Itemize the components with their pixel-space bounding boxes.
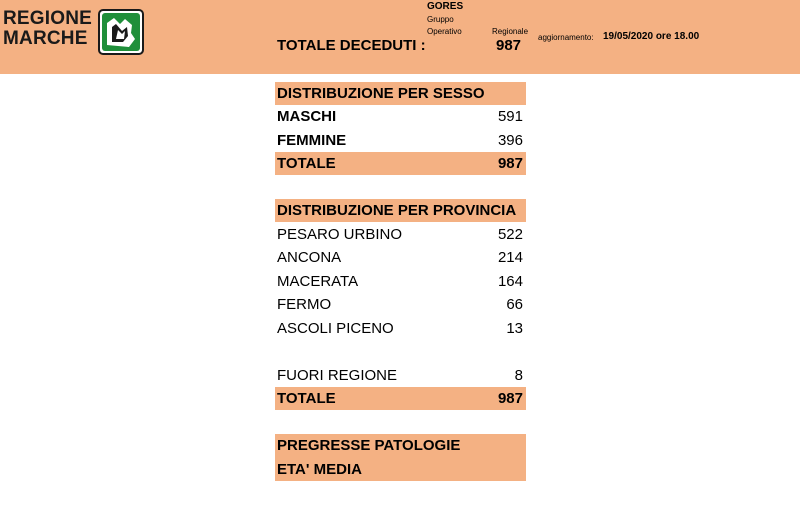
aggiornamento-value: 19/05/2020 ore 18.00 xyxy=(603,31,700,42)
eta-media-title: ETA' MEDIA xyxy=(277,461,362,478)
table-row xyxy=(275,293,526,316)
row-label: FEMMINE xyxy=(277,132,347,149)
operativo-label: Operativo xyxy=(427,27,462,36)
table-row xyxy=(275,105,526,128)
total-label: TOTALE xyxy=(277,155,336,172)
row-value: 13 xyxy=(506,320,523,337)
logo-line-regione: REGIONE xyxy=(3,8,93,29)
fuori-regione-row xyxy=(275,364,526,387)
regionale-label: Regionale xyxy=(492,27,529,36)
table-row xyxy=(275,270,526,293)
sesso-title-row xyxy=(275,82,526,105)
row-label: FERMO xyxy=(277,296,332,313)
row-label: ANCONA xyxy=(277,249,342,266)
row-label: PESARO URBINO xyxy=(277,226,403,243)
row-label: FUORI REGIONE xyxy=(277,367,398,384)
header-bar xyxy=(0,0,800,74)
row-value: 591 xyxy=(497,108,523,125)
provincia-total-row xyxy=(275,387,526,410)
row-label: ASCOLI PICENO xyxy=(277,320,394,337)
patologie-title: PREGRESSE PATOLOGIE xyxy=(277,437,461,454)
region-emblem-icon xyxy=(98,9,144,55)
table-row xyxy=(275,317,526,340)
sesso-total-row xyxy=(275,152,526,175)
sesso-title: DISTRIBUZIONE PER SESSO xyxy=(277,85,485,102)
table-row xyxy=(275,246,526,269)
aggiornamento-label: aggiornamento: xyxy=(538,33,594,42)
totale-deceduti-value: 987 xyxy=(496,37,522,54)
row-value: 214 xyxy=(497,249,523,266)
logo-wordmark xyxy=(3,9,92,49)
patologie-block xyxy=(275,434,526,481)
total-value: 987 xyxy=(497,155,523,172)
row-value: 396 xyxy=(497,132,523,149)
row-value: 8 xyxy=(514,367,523,384)
gruppo-label: Gruppo xyxy=(427,15,454,24)
row-label: MACERATA xyxy=(277,273,359,290)
table-row xyxy=(275,129,526,152)
provincia-title: DISTRIBUZIONE PER PROVINCIA xyxy=(277,202,517,219)
row-label: MASCHI xyxy=(277,108,337,125)
row-value: 522 xyxy=(497,226,523,243)
row-value: 66 xyxy=(506,296,523,313)
total-label: TOTALE xyxy=(277,390,336,407)
gores-label: GORES xyxy=(427,1,464,12)
totale-deceduti-label: TOTALE DECEDUTI : xyxy=(277,37,426,54)
table-row xyxy=(275,223,526,246)
total-value: 987 xyxy=(497,390,523,407)
provincia-title-row xyxy=(275,199,526,222)
logo-line-marche: MARCHE xyxy=(3,28,88,49)
row-value: 164 xyxy=(497,273,523,290)
